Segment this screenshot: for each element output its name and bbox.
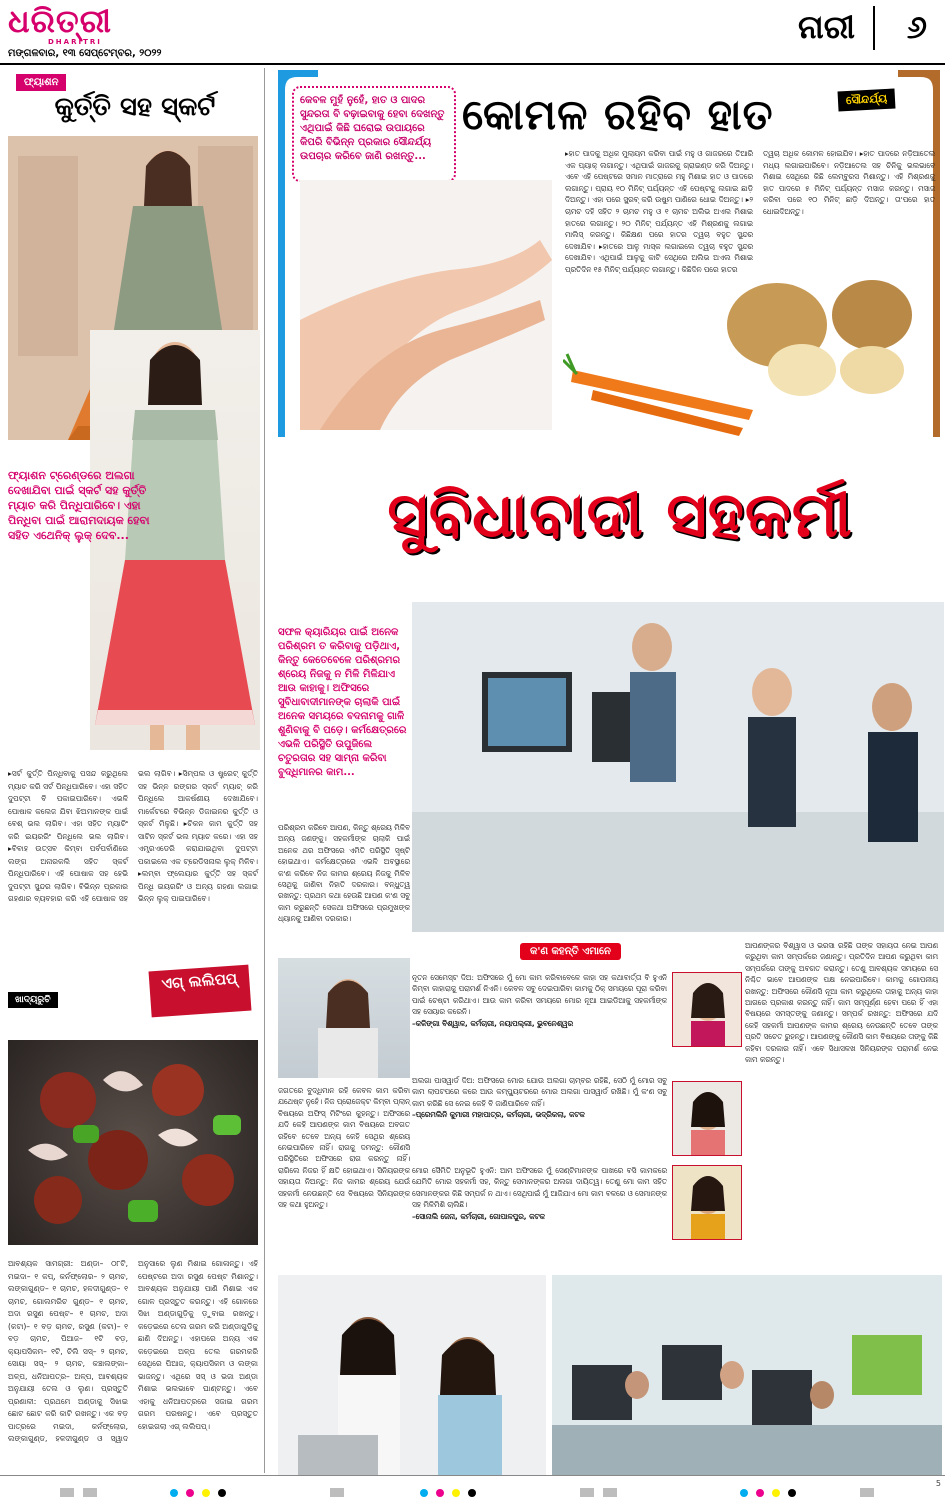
colleagues-laptop-photo [278, 1275, 546, 1475]
avatar [672, 1081, 742, 1156]
section-name: ନାରୀ [798, 8, 855, 46]
fashion-intro: ଫ୍ୟାଶନ ଟ୍ରେଣ୍ଡରେ ଅଲଗା ଦେଖାଯିବା ପାଇଁ ସ୍କର୍ଟ ସହ କୁର୍ତ୍ତି ମ୍ୟାଚ କରି ପିନ୍ଧିପାରିବେ। ଏହା ପିନ୍ଧିବା ପାଇଁ ଆରାମଦାୟକ ହେବା ସହିତ ଏଥେନିକ୍ ଲୁକ୍ ଦେବ... [8, 469, 150, 542]
logo-subtext: DHARITRI [48, 38, 102, 46]
quote-text-2: ଅଲଗା ପାସୱାର୍ଡ ଦିଅ: ଅଫିସରେ ମୋର ଯୋଉ ଅଲଗା ଚାମ୍ବର ରହିଛି, ସେଠି ମୁଁ ମୋର ସବୁ କାମ ଲାପଟପରେ କରେ ଆଉ କମ୍ପ୍ୟୁଟରରେ ମୋର ଅଲଗା ପାସୱାର୍ଡ ରଖିଛି। ମୁଁ କ'ଣ ସବୁ କାମ କରିଛି ସେ ନେଇ କେହି ବି ଜାଣିପାରିବେ ନାହିଁ। [412, 1076, 667, 1108]
footer-rule [0, 1475, 945, 1476]
office-team-photo [412, 602, 944, 932]
quote-block-2 [412, 1075, 742, 1121]
cyan-dot [740, 1489, 748, 1497]
color-registration-mark [60, 1482, 101, 1492]
potato-illustration [722, 270, 922, 400]
quotes-header: କ'ଣ କହନ୍ତି ଏମାନେ [520, 943, 621, 960]
office-column-1b: ଜଗତରେ ବୁଦ୍ଧିମାନ ରହି କେବଳ କାମ କରିବା ଯଥେଷ୍ଟ ନୁହେଁ। ନିଜ ପ୍ରୋଜେକ୍ଟ କିମ୍ବା ପ୍ଲାନ୍ ବିଷୟରେ ଅଫିସ୍ ମିଟିଂରେ କୁହନ୍ତୁ। ଅଫିସରେ ଯଦି କେହି ଆପଣଙ୍କ କାମ ବିଷୟରେ ଅବଗତ ରହିବେ ତେବେ ଅନ୍ୟ କେହି ସେଥିର ଶ୍ରେୟ ନେଇପାରିବେ ନାହିଁ। ରାଗକୁ ଦମନ୍ତୁ: କୌଣସି ପରିସ୍ଥିତିରେ ଅଫିସରେ ରାଗ କରନ୍ତୁ ନାହିଁ। ରାଗିଲେ ନିଜର ହିଁ କ୍ଷତି ହୋଇଥାଏ। ସିନିୟରଙ୍କ ସହାୟତା ନିଅନ୍ତୁ: ନିଜ କାମର ଶ୍ରେୟ ଯେଉଁ ସହକର୍ମୀ ନେଉଛନ୍ତି ସେ ବିଷୟରେ ସିନିୟରଙ୍କ ସହ କଥା ହୁଅନ୍ତୁ। [278, 1086, 410, 1210]
person-photo-1 [673, 973, 742, 1047]
office-scene-illustration [412, 602, 944, 932]
masthead-logo [8, 4, 183, 48]
gray-bar [580, 1488, 594, 1497]
color-registration-mark [330, 1482, 348, 1492]
beauty-headline: କୋମଳ ରହିବ ହାତ [462, 90, 774, 139]
fashion-section-tag: ଫ୍ୟାଶନ [16, 74, 66, 91]
beauty-column-1: ▸ହାତ ପାଦକୁ ଅଧିକ ମୁଲାୟମ କରିବା ପାଇଁ ମହୁ ଓ ଗାଜରରେ ତିଆରି ଏକ ପ୍ୟାକ୍ ଲଗାନ୍ତୁ। ଏଥିପାଇଁ ଗାଜରକୁ ଗ୍ରାଇଣ୍ଡ କରି ଦିଅନ୍ତୁ। ଏବେ ଏହି ପେଷ୍ଟରେ ସମାନ ମାତ୍ରାରେ ମହୁ ମିଶାଇ ହାତ ଓ ପାଦରେ ଲଗାନ୍ତୁ। ପ୍ରାୟ ୧୦ ମିନିଟ୍ ପର୍ଯ୍ୟନ୍ତ ଏହି ପେଷ୍ଟକୁ ଲଗାଇ ଛାଡ଼ି ଦିଅନ୍ତୁ। ଏହା ପରେ ସ୍କ୍ରବ୍ କରି ଉଷୁମ ପାଣିରେ ଧୋଇ ଦିଅନ୍ତୁ। ▸୨ ଚାମଚ ଦହି ସହିତ ୨ ଚାମଚ ମହୁ ଓ ୧ ଚାମଚ ଅଲିଭ ଅଏଲ ମିଶାଇ ହାତରେ ଲଗାନ୍ତୁ। ୨୦ ମିନିଟ୍ ପର୍ଯ୍ୟନ୍ତ ଏହି ମିଶ୍ରଣକୁ ଲଗାଇ ମାଲିସ୍ କରନ୍ତୁ। କିଛିକ୍ଷଣ ପରେ ହାତର ତ୍ୱଚା ବହୁତ ସୁନ୍ଦର ଦେଖାଯିବ। ▸ହାତରେ ଆଳୁ ମାସ୍କ ଲଗାଇଲେ ତ୍ୱଚା ବହୁତ ସୁନ୍ଦର ଦେଖାଯିବ। ଏଥିପାଇଁ ଆଳୁକୁ କାଟି ସେଥିରେ ଅଲିଭ ଅଏଲ ମିଶାଇ ପ୍ରତିଦିନ ୧୫ ମିନିଟ୍ ପର୍ଯ୍ୟନ୍ତ ଲଗାନ୍ତୁ। କିଛିଦିନ ପରେ ହାତର [565, 149, 753, 274]
fashion-body-text: ▸ସର୍ଟ କୁର୍ତ୍ତି ପିନ୍ଧିବାକୁ ପସନ୍ଦ କରୁଥିଲେ ମ୍ୟାଚ କରି ସର୍ଟ ପିନ୍ଧିପାରିବେ। ଏହା ସହିତ ଦୁପଟ୍ଟା ବି ପକାଇପାରିବେ। ଏଭଳି ପୋଷାକ କଲେଜ ଯିବା ଝିଅମାନଙ୍କ ପାଇଁ ବେଶ୍ ଭଲ ଲାଗିବ। ଏହା ସହିତ ମ୍ୟାଚିଂ କରି ଇୟରରିଂ ପିନ୍ଧିଲେ ଭଲ ଲାଗିବ। ▸ବିବାହ ଉତ୍ସବ କିମ୍ବା ପର୍ବପର୍ବାଣିରେ ଲଙ୍ଗ ଅନାରକଲି ସହିତ ସ୍କର୍ଟ ପିନ୍ଧିପାରିବେ। ଏହି ପୋଷାକ ସହ ହେଭି ଦୁପଟ୍ଟା ସୁନ୍ଦର ଲାଗିବ। ବିଭିନ୍ନ ପ୍ରକାର ଗହଣାର ବ୍ୟବହାର କରି ଏହି ପୋଷାକ ସହ ଭଲ ଲାଗିବ। ▸ସିମ୍ପଲ ଓ ଷ୍ଟ୍ରେଟ୍ କୁର୍ତ୍ତି ସହ ଭିନ୍ନ ରଙ୍ଗର ସ୍କର୍ଟ ମ୍ୟାଚ୍ କରି ପିନ୍ଧିଲେ ଆକର୍ଷଣୀୟ ଦେଖାଯିବେ। ମାର୍କେଟରେ ବିଭିନ୍ନ ଡିଜାଇନର କୁର୍ତ୍ତି ଓ ସ୍କର୍ଟ ମିଳୁଛି। ▸ଚିକନ କାମ କୁର୍ତ୍ତି ସହ ସାଟିନ ସ୍କର୍ଟ ଭଲ ମ୍ୟାଚ କରେ। ଏହା ସହ ଏମ୍ବ୍ରଏଡେରି କରାଯାଇଥିବା ଦୁପଟ୍ଟା ପକାଇଲେ ଏକ ଟ୍ରେଡିସନାଲ ଲୁକ୍ ମିଳିବ। ▸ଲମ୍ବା ଫ୍ଲେୟାର କୁର୍ତ୍ତି ସହ ସ୍କର୍ଟ ପିନ୍ଧି ଇୟରରିଂ ଓ ଅନ୍ୟ ଗହଣା ଲଗାଇ ଭିନ୍ନ ଲୁକ୍ ପାଇପାରିବେ। [8, 769, 258, 903]
color-registration-mark [860, 1482, 878, 1492]
yellow-dot [772, 1489, 780, 1497]
quote-text-1: ନୂତନ ସେମେସ୍ଟ ଦିଅ: ଅଫିସରେ ମୁଁ ମୋ କାମ କରିବାବେଳେ କାହା ସହ କଥାବାର୍ତ୍ତା ବି ହୁଏନି କିମ୍ବା କାହାରାକୁ ପରାମର୍ଶ ନିଏନି। କେବଳ ସବୁ ଦେଇପାରିବା କାମକୁ ଠିକ୍ ସମୟରେ ପୂରା କରିବା ପାଇଁ ଚେଷ୍ଟା କରିଥାଏ। ଆଉ କାମ କରିବା ସମୟରେ ମୋର ନୂଆ ଆଇଡିଆକୁ ସହକର୍ମୀଙ୍କ ସହ ସେୟାର କରେନି। [412, 973, 667, 1017]
page-number: ୬ [906, 8, 927, 46]
beauty-column-2: ତ୍ୱଚା ଅଧିକ କୋମଳ ହୋଇଯିବ। ▸ହାତ ପାଦରେ ନଡ଼ିଆତେଲ ମଧ୍ୟ ଲଗାଇପାରିବେ। ନଡ଼ିଆତେଲ ସହ ଚିନିକୁ ଭଲଭାବେ ମିଶାଇ ସେଥିରେ କିଛି ଲେମ୍ବୁରସ ମିଶାନ୍ତୁ। ଏହି ମିଶ୍ରଣକୁ ହାତ ପାଦରେ ୫ ମିନିଟ୍ ପର୍ଯ୍ୟନ୍ତ ମସାଜ କରନ୍ତୁ। ମସାଜ କରିବା ପରେ ୧୦ ମିନିଟ୍ ଛାଡ଼ି ଦିଅନ୍ତୁ। ତା'ପରେ ହାତ ଧୋଇଦିଅନ୍ତୁ। [763, 149, 935, 216]
open-office-illustration [552, 1275, 942, 1475]
magenta-dot [186, 1489, 194, 1497]
gray-bar [330, 1488, 344, 1497]
logo-text: ଧରିତ୍ରୀ [8, 2, 112, 40]
person-photo-2 [673, 1082, 742, 1156]
gray-bar [83, 1488, 97, 1497]
avatar [672, 1165, 742, 1240]
black-dot [788, 1489, 796, 1497]
corner-page-number: 5 [935, 1479, 941, 1488]
food-section-tag: ଖାଦ୍ୟରୁଚି [8, 992, 58, 1008]
food-headline: ଏଗ୍ ଲଲିପପ୍ [149, 965, 252, 1018]
woman-at-desk-photo [278, 958, 410, 1078]
magenta-dot [436, 1489, 444, 1497]
hands-photo [300, 180, 552, 430]
gray-bar [860, 1488, 874, 1497]
color-registration-mark [420, 1482, 479, 1492]
dateline: ମଙ୍ଗଳବାର, ୧୩ ସେପ୍ଟେମ୍ବର, ୨୦୨୨ [8, 48, 162, 59]
office-intro: ସଫଳ କ୍ୟାରିୟର ପାଇଁ ଅନେକ ପରିଶ୍ରମ ତ କରିବାକୁ ପଡ଼ିଥାଏ, କିନ୍ତୁ କେତେବେଳେ ପରିଶ୍ରମର ଶ୍ରେୟ ନିଜକୁ ନ ମିଳି ମିଳିଯାଏ ଆଉ କାହାକୁ। ଅଫିସରେ ସୁବିଧାବାଦୀମାନଙ୍କ ଚାଲାକି ପାଇଁ ଅନେକ ସମୟରେ ବଦନାମକୁ ଗାଳି ଶୁଣିବାକୁ ବି ପଡ଼େ। କର୍ମକ୍ଷେତ୍ରରେ ଏଭଳି ପରିସ୍ଥିତି ଉପୁଜିଲେ ଚତୁରତାର ସହ ସାମ୍ନା କରିବା ବୁଦ୍ଧିମାନର କାମ... [278, 627, 407, 778]
cyan-dot [170, 1489, 178, 1497]
woman-at-desk-illustration [278, 958, 410, 1078]
quote-byline-3: –ସୋନାଲି ଜେନା, କର୍ମଚାରୀ, ଗୋପାଳପୁର, କଟକ [412, 1211, 545, 1221]
office-headline: ସୁବିଧାବାଦୀ ସହକର୍ମୀ [387, 478, 853, 551]
quote-block-1 [412, 972, 742, 1029]
open-office-photo [552, 1275, 942, 1475]
color-registration-mark [740, 1482, 799, 1492]
quote-byline-2: –ପ୍ରେମଲିନି କୁମାରୀ ମହାପାତ୍ର, କର୍ମଚାରୀ, ଭଦ୍ରିକଲା, କଟକ [412, 1110, 585, 1120]
quote-byline-1: –କଳିଙ୍ଗା ବିଶ୍ୱାଳ, କର୍ମଚାରୀ, ନୟାପଲ୍ଲୀ, ଭୁବନେଶ୍ୱର [412, 1018, 574, 1028]
color-registration-mark [580, 1482, 621, 1492]
gray-bar [603, 1488, 617, 1497]
yellow-dot [452, 1489, 460, 1497]
egg-lollipop-illustration [8, 1040, 258, 1245]
colleagues-illustration [278, 1275, 546, 1475]
column-divider [264, 68, 265, 1473]
masthead-rule [0, 63, 945, 65]
page-number-divider [873, 6, 875, 50]
potato-photo [722, 270, 922, 400]
black-dot [468, 1489, 476, 1497]
color-registration-mark [170, 1482, 229, 1492]
beauty-intro-box: କେବଳ ମୁହଁ ନୁହେଁ, ହାତ ଓ ପାଦର ସୁନ୍ଦରତା ବି ବଢ଼ାଇବାକୁ ହେବା ଦେଖନ୍ତୁ ଏଥିପାଇଁ କିଛି ଘରୋଇ ଉପାୟରେ କିପରି ବିଭିନ୍ନ ପ୍ରକାର ସୌନ୍ଦର୍ଯ୍ୟ ଉପଚାର କରିବେ ଜାଣି ରଖନ୍ତୁ... [292, 86, 456, 182]
egg-lollipop-photo [8, 1040, 258, 1245]
magenta-dot [756, 1489, 764, 1497]
office-column-1: ପରିଶ୍ରମ କରିବେ ଆପଣ, କିନ୍ତୁ ଶ୍ରେୟ ମିଳିବ ଅନ୍ୟ ଜଣଙ୍କୁ। ସହକର୍ମୀଙ୍କ ଚାଲାକି ପାଇଁ ଅନେକ ଥର ଅଫିସରେ ଏମିତି ପରିସ୍ଥିତି ସୃଷ୍ଟି ହୋଇଥାଏ। କର୍ମକ୍ଷେତ୍ରରେ ଏଭଳି ଅବସ୍ଥାରେ କ'ଣ କରିବେ ନିଜ କାମର ଶ୍ରେୟ ନିଜକୁ ମିଳିବ ସେଥିକୁ ଜାଣିବା ନିହାତି ଦରକାର। ବନ୍ଧୁତ୍ୱ ରଖନ୍ତୁ: ପ୍ରଥମ କଥା ହେଉଛି ଆପଣ କ'ଣ ସବୁ କାମ କରୁଛନ୍ତି ସେକଥା ଅଫିସରେ ପ୍ରମୁଖଙ୍କ ଧ୍ୟାନକୁ ଆଣିବା ଦରକାର। [278, 823, 410, 924]
office-column-3: ଆପଣଙ୍କର ବିଶ୍ୱାସ ଓ ଭରସା ରହିଛି ତାଙ୍କ ସହାୟତା ନେଇ ଆପଣ କରୁଥିବା କାମ ସମ୍ପର୍କରେ ଜଣାନ୍ତୁ। ପ୍ରତିଦିନ ଆପଣ କରୁଥିବା କାମ ସମ୍ପର୍କରେ ତାଙ୍କୁ ଅବଗତ କରାନ୍ତୁ। ତେଣୁ ଆବଶ୍ୟକ ସମୟରେ ସେ ନିଶ୍ଚିତ ଭାବେ ଆପଣଙ୍କ ପକ୍ଷ ନେଇପାରିବେ। କାମକୁ ଗୋପନୀୟ ରଖନ୍ତୁ: ଅଫିସରେ କୌଣସି ନୂଆ କାମ କରୁଥିଲେ ତାହାକୁ ଅନ୍ୟ କାହା ଆଗରେ ପ୍ରକାଶ କରନ୍ତୁ ନାହିଁ। କାମ ସମ୍ପୂର୍ଣ୍ଣ ହେବା ପରେ ହିଁ ଏହା ବିଷୟରେ ସମସ୍ତଙ୍କୁ ଜଣାନ୍ତୁ। ସମ୍ପର୍କ ରଖନ୍ତୁ: ଅଫିସରେ ଯଦି କେହି ସହକର୍ମୀ ଆପଣଙ୍କ କାମର ଶ୍ରେୟ ନେଉଛନ୍ତି ତେବେ ତାଙ୍କ ପ୍ରତି ସଚେତ ରୁହନ୍ତୁ। ଆପଣଙ୍କୁ କୌଣସି କାମ ବିଷୟରେ ତାଙ୍କୁ କିଛି କହିବା ଦରକାର ନାହିଁ। ଏବେ ସିଧାସଳଖ ସିନିୟରଙ୍କ ପରାମର୍ଶ ନେଇ କାମ କରନ୍ତୁ। [745, 941, 938, 1065]
yellow-dot [202, 1489, 210, 1497]
gray-bar [60, 1488, 74, 1497]
quote-block-3 [412, 1165, 742, 1222]
person-photo-3 [673, 1166, 742, 1240]
quote-text-3: ମୋର ସୈମିତି ଅନୁଭୂତି ହୁଏନି: ଆମ ଅଫିସରେ ମୁଁ ସେଣ୍ଟିମାନଙ୍କ ପାଖରେ ବସି କାମକରେ ଯେମିତି ମୋର ସହକର୍ମୀ ସହ, କିନ୍ତୁ ସେମାନଙ୍କର ଅଲଗା ଦାୟିତ୍ୱ। ତେଣୁ ମୋ କାମ ସହିତ ସେମାନଙ୍କର କିଛି ସମ୍ପର୍କ ନ ଥାଏ। ସେଥିପାଇଁ ମୁଁ ଆଜିଯାଏ ମୋ କାମ ବଳରେ ଓ ସେମାନଙ୍କ ସହ ମିଳିମିଶି ଚାଲିଛି। [412, 1166, 667, 1210]
beauty-section-tag: ସୌନ୍ଦର୍ଯ୍ୟ [838, 89, 896, 112]
hands-illustration [300, 180, 552, 430]
black-dot [218, 1489, 226, 1497]
cyan-dot [420, 1489, 428, 1497]
recipe-body-text: ଆବଶ୍ୟକ ସାମଗ୍ରୀ: ଅଣ୍ଡା– ୦୮ଟି, ମଇଦା– ୧ କପ୍, କର୍ନଫ୍ଲୋର– ୨ ଚାମଚ, ଲଙ୍କାଗୁଣ୍ଡ– ୧ ଚାମଚ, ହଳଦୀଗୁଣ୍ଡ– ୧ ଚାମଚ, ଗୋଲମରିଚ ଗୁଣ୍ଡ– ୧ ଚାମଚ, ଅଦା ରସୁଣ ପେଷ୍ଟ– ୧ ଚାମଚ, ଅଦା (କଟା)– ୧ ବଡ଼ ଚାମଚ, ରସୁଣ (କଟା)– ୧ ବଡ଼ ଚାମଚ, ପିଆଜ– ୧ଟି ବଡ଼, କ୍ୟାପସିକମ– ୧ଟି, ଚିଲି ସସ୍– ୨ ଚାମଚ, ସୋୟା ସସ୍– ୨ ଚାମଚ, କଞ୍ଚାଲଙ୍କା– ଅଳ୍ପ, ଧନିଆପତ୍ର– ଅଳ୍ପ, ଆବଶ୍ୟକ ଅନୁଯାୟୀ ତେଲ ଓ ଲୁଣ। ପ୍ରସ୍ତୁତି ପ୍ରଣାଳୀ: ପ୍ରଥମେ ଅଣ୍ଡାକୁ ସିଝାଇ ଛୋଟ ଛୋଟ କରି କାଟି ରଖନ୍ତୁ। ଏକ ବଡ଼ ପାତ୍ରରେ ମଇଦା, କର୍ନଫ୍ଲୋର, ଲଙ୍କାଗୁଣ୍ଡ, ହଳଦୀଗୁଣ୍ଡ ଓ ସ୍ୱାଦ ଅନୁସାରେ ଲୁଣ ମିଶାଇ ଗୋଳାନ୍ତୁ। ଏହି ପେଷ୍ଟରେ ଅଦା ରସୁଣ ପେଷ୍ଟ ମିଶାନ୍ତୁ। ଆବଶ୍ୟକ ଅନୁଯାୟୀ ପାଣି ମିଶାଇ ଏକ ଗୋଳ ପ୍ରସ୍ତୁତ କରନ୍ତୁ। ଏହି ଗୋଳରେ ସିଝା ଅଣ୍ଡାଗୁଡ଼ିକୁ ଡ଼ୁବାଇ ରଖନ୍ତୁ। କଡ଼େଇରେ ତେଲ ଗରମ କରି ଅଣ୍ଡାଗୁଡ଼ିକୁ ଛାଣି ଦିଅନ୍ତୁ। ଏହାପରେ ଅନ୍ୟ ଏକ କଡ଼େଇରେ ଅଳ୍ପ ତେଲ ଗରମକରି ସେଥିରେ ପିଆଜ, କ୍ୟାପସିକମ ଓ ଲଙ୍କା ଭାଜନ୍ତୁ। ଏଥିରେ ସସ୍ ଓ ଭଜା ଅଣ୍ଡା ମିଶାଇ ଭଲଭାବେ ଘାଣ୍ଟନ୍ତୁ। ଏବେ ଏହାକୁ ଧନିଆପତ୍ରରେ ସଜାଇ ଗରମ ଗରମ ପରଷନ୍ତୁ। ଏବେ ପ୍ରସ୍ତୁତ ହୋଇଗଲା ଏଗ୍ ଲଲିପପ୍। [8, 1259, 258, 1443]
fashion-headline: କୁର୍ତ୍ତି ସହ ସ୍କର୍ଟ [54, 92, 216, 122]
avatar [672, 972, 742, 1047]
